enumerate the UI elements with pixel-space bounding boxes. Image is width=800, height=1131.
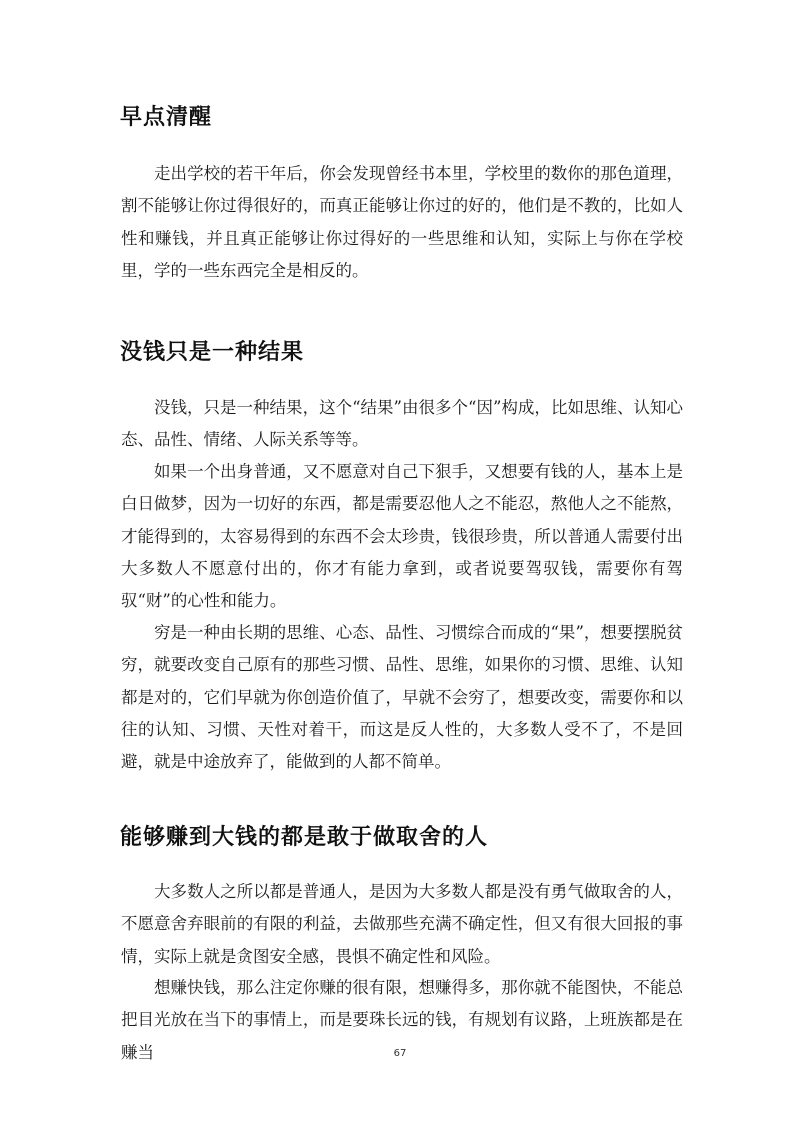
page-number: 67 [393,1048,407,1059]
paragraph: 没钱，只是一种结果，这个“结果”由很多个“因”构成，比如思维、认知心态、品性、情绪、人际关系等等。 [121,398,683,450]
section-title-no-money-result: 没钱只是一种结果 [120,340,305,365]
paragraph: 大多数人之所以都是普通人，是因为大多数人都是没有勇气做取舍的人，不愿意舍弃眼前的有限的利益，去做那些充满不确定性，但又有很大回报的事情，实际上就是贪图安全感，畏惧不确定性和风险。 [121,882,683,966]
paragraph: 如果一个出身普通，又不愿意对自己下狠手，又想要有钱的人，基本上是白日做梦，因为一切好的东西，都是需要忍他人之不能忍，熬他人之不能熬，才能得到的，太容易得到的东西不会太珍贵，钱很珍贵，所以普通人需要付出大多数人不愿意付出的，你才有能力拿到，或者说要驾驭钱，需要你有驾驭“财”的心性和能力。 [121,462,683,611]
section-title-big-money-tradeoffs: 能够赚到大钱的都是敢于做取舍的人 [120,825,489,850]
paragraph: 穷是一种由长期的思维、心态、品性、习惯综合而成的“果”，想要摆脱贫穷，就要改变自己原有的那些习惯、品性、思维，如果你的习惯、思维、认知都是对的，它们早就为你创造价值了，早就不会穷了，想要改变，需要你和以往的认知、习惯、天性对着干，而这是反人性的，大多数人受不了，不是回避，就是中途放弃了，能做到的人都不简单。 [121,623,683,772]
paragraph: 想赚快钱，那么注定你赚的很有限，想赚得多，那你就不能图快，不能总把目光放在当下的事情上，而是要珠长远的钱，有规划有议路，上班族都是在赚当 [121,978,683,1062]
paragraph: 走出学校的若干年后，你会发现曾经书本里，学校里的数你的那色道理，割不能够让你过得很好的，而真正能够让你过的好的，他们是不教的，比如人性和赚钱，并且真正能够让你过得好的一些思维和认知，实际上与你在学校里，学的一些东西完全是相反的。 [121,164,683,280]
section-title-wake-up-early: 早点清醒 [120,105,213,130]
